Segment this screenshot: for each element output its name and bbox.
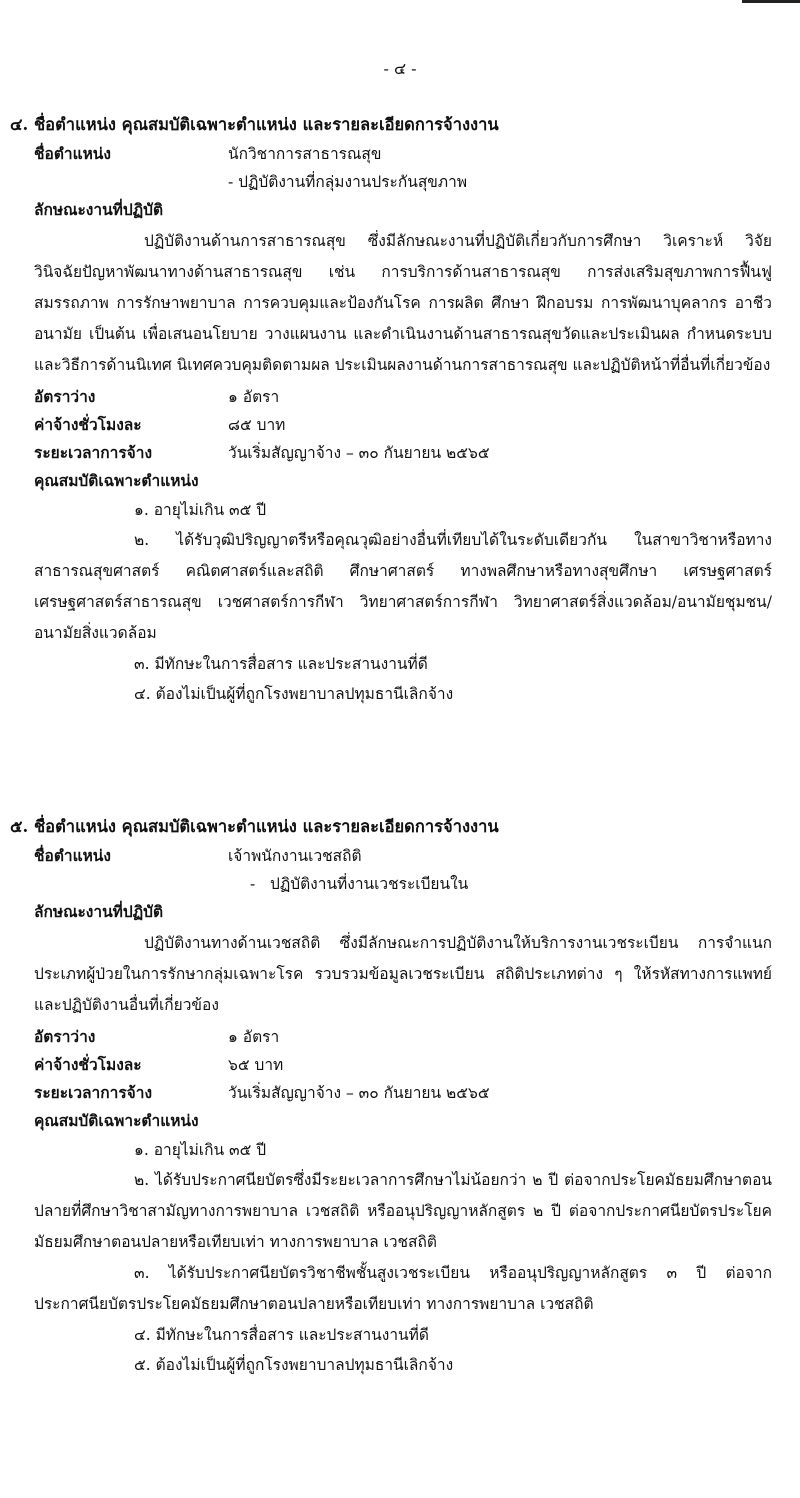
section-heading: ๔. ชื่อตำแหน่ง คุณสมบัติเฉพาะตำแหน่ง และรายละเอียดการจ้างงาน bbox=[10, 115, 499, 134]
qualification-item: ๓. ได้รับประกาศนียบัตรวิชาชีพชั้นสูงเวชระเบียน หรืออนุปริญญาหลักสูตร ๓ ปี ต่อจากประกาศนียบัตรประโยคมัธยมศึกษาตอนปลายหรือเทียบเท่า ทางการพยาบาล เวชสถิติ bbox=[34, 1264, 772, 1313]
employment-period-label: ระยะเวลาการจ้าง bbox=[34, 1083, 153, 1102]
position-name-label: ชื่อตำแหน่ง bbox=[34, 846, 111, 865]
qualification-item: ๔. ต้องไม่เป็นผู้ที่ถูกโรงพยาบาลปทุมธานีเลิกจ้าง bbox=[134, 685, 454, 703]
position-name-row bbox=[34, 140, 800, 168]
position-name-value: เจ้าพนักงานเวชสถิติ bbox=[228, 847, 362, 865]
wage-value: ๘๕ บาท bbox=[228, 416, 286, 434]
wage-value: ๖๕ บาท bbox=[228, 1056, 284, 1074]
qualification-item: ๒. ได้รับประกาศนียบัตรซึ่งมีระยะเวลาการศึกษาไม่น้อยกว่า ๒ ปี ต่อจากประโยคมัธยมศึกษาตอนปลายที่ศึกษาวิชาสามัญทางการพยาบาล เวชสถิติ หรืออนุปริญญาหลักสูตร ๒ ปี ต่อจากประกาศนียบัตรประโยคมัธยมศึกษาตอนปลายหรือเทียบเท่า ทางการพยาบาล เวชสถิติ bbox=[34, 1171, 772, 1251]
wage-row bbox=[34, 411, 800, 439]
duties-paragraph: ปฏิบัติงานทางด้านเวชสถิติ ซึ่งมีลักษณะการปฏิบัติงานให้บริการงานเวชระเบียน การจำแนก ประเภทผู้ป่วยในการรักษากลุ่มเฉพาะโรค รวบรวมข้อมูลเวชระเบียน สถิติประเภทต่าง ๆ ให้รหัสทางการแพทย์ และปฏิบัติงานอื่นที่เกี่ยวข้อง bbox=[34, 934, 772, 1014]
qualifications-heading: คุณสมบัติเฉพาะตำแหน่ง bbox=[34, 471, 199, 490]
duties-paragraph: ปฏิบัติงานด้านการสาธารณสุข ซึ่งมีลักษณะงานที่ปฏิบัติเกี่ยวกับการศึกษา วิเคราะห์ วิจัย วินิจฉัยปัญหาพัฒนาทางด้านสาธารณสุข เช่น การบริการด้านสาธารณสุข การส่งเสริมสุขภาพการฟื้นฟูสมรรถภาพ การรักษาพยาบาล การควบคุมและป้องกันโรค การผลิต ศึกษา ฝึกอบรม การพัฒนาบุคลากร อาชีวอนามัย เป็นต้น เพื่อเสนอนโยบาย วางแผนงาน และดำเนินงานด้านสาธารณสุขวัดและประเมินผล กำหนดระบบและวิธีการด้านนิเทศ นิเทศควบคุมติดตามผล ประเมินผลงานด้านการสาธารณสุข และปฏิบัติหน้าที่อื่นที่เกี่ยวข้อง bbox=[34, 232, 772, 374]
vacancy-value: ๑ อัตรา bbox=[228, 388, 280, 406]
duties-heading: ลักษณะงานที่ปฏิบัติ bbox=[34, 200, 164, 219]
vacancy-label: อัตราว่าง bbox=[34, 387, 96, 406]
wage-row bbox=[34, 1051, 800, 1079]
qualification-item: ๓. มีทักษะในการสื่อสาร และประสานงานที่ดี bbox=[134, 655, 428, 673]
qualification-item: ๑. อายุไม่เกิน ๓๕ ปี bbox=[134, 501, 267, 519]
qualification-item: ๑. อายุไม่เกิน ๓๕ ปี bbox=[134, 1141, 267, 1159]
qualification-item: ๒. ได้รับวุฒิปริญญาตรีหรือคุณวุฒิอย่างอื่นที่เทียบได้ในระดับเดียวกัน ในสาขาวิชาหรือทางสาธารณสุขศาสตร์ คณิตศาสตร์และสถิติ ศึกษาศาสตร์ ทางพลศึกษาหรือทางสุขศึกษา เศรษฐศาสตร์ เศรษฐศาสตร์สาธารณสุข เวชศาสตร์การกีฬา วิทยาศาสตร์การกีฬา วิทยาศาสตร์สิ่งแวดล้อม/อนามัยชุมชน/อนามัยสิ่งแวดล้อม bbox=[34, 531, 772, 642]
position-section-5 bbox=[0, 812, 800, 1380]
employment-period-row bbox=[34, 439, 800, 467]
vacancy-value: ๑ อัตรา bbox=[228, 1028, 280, 1046]
employment-period-value: วันเริ่มสัญญาจ้าง – ๓๐ กันยายน ๒๕๖๕ bbox=[228, 444, 490, 462]
page-number: - ๔ - bbox=[383, 59, 417, 78]
qualification-item: ๕. ต้องไม่เป็นผู้ที่ถูกโรงพยาบาลปทุมธานีเลิกจ้าง bbox=[134, 1356, 454, 1374]
employment-period-value: วันเริ่มสัญญาจ้าง – ๓๐ กันยายน ๒๕๖๕ bbox=[228, 1084, 490, 1102]
vacancy-label: อัตราว่าง bbox=[34, 1027, 96, 1046]
wage-label: ค่าจ้างชั่วโมงละ bbox=[34, 415, 142, 434]
section-heading: ๕. ชื่อตำแหน่ง คุณสมบัติเฉพาะตำแหน่ง และรายละเอียดการจ้างงาน bbox=[10, 817, 499, 836]
position-name-row bbox=[34, 842, 800, 870]
qualification-item: ๔. มีทักษะในการสื่อสาร และประสานงานที่ดี bbox=[134, 1326, 429, 1344]
vacancy-row bbox=[34, 1023, 800, 1051]
position-section-4 bbox=[0, 110, 800, 709]
employment-period-label: ระยะเวลาการจ้าง bbox=[34, 443, 153, 462]
position-workplace: - ปฏิบัติงานที่งานเวชระเบียนใน bbox=[250, 875, 469, 893]
wage-label: ค่าจ้างชั่วโมงละ bbox=[34, 1055, 142, 1074]
position-name-label: ชื่อตำแหน่ง bbox=[34, 144, 111, 163]
qualifications-heading: คุณสมบัติเฉพาะตำแหน่ง bbox=[34, 1111, 199, 1130]
duties-heading: ลักษณะงานที่ปฏิบัติ bbox=[34, 902, 164, 921]
position-workplace: - ปฏิบัติงานที่กลุ่มงานประกันสุขภาพ bbox=[228, 173, 468, 191]
vacancy-row bbox=[34, 383, 800, 411]
scan-edge-mark bbox=[742, 0, 800, 3]
position-name-value: นักวิชาการสาธารณสุข bbox=[228, 145, 382, 163]
employment-period-row bbox=[34, 1079, 800, 1107]
